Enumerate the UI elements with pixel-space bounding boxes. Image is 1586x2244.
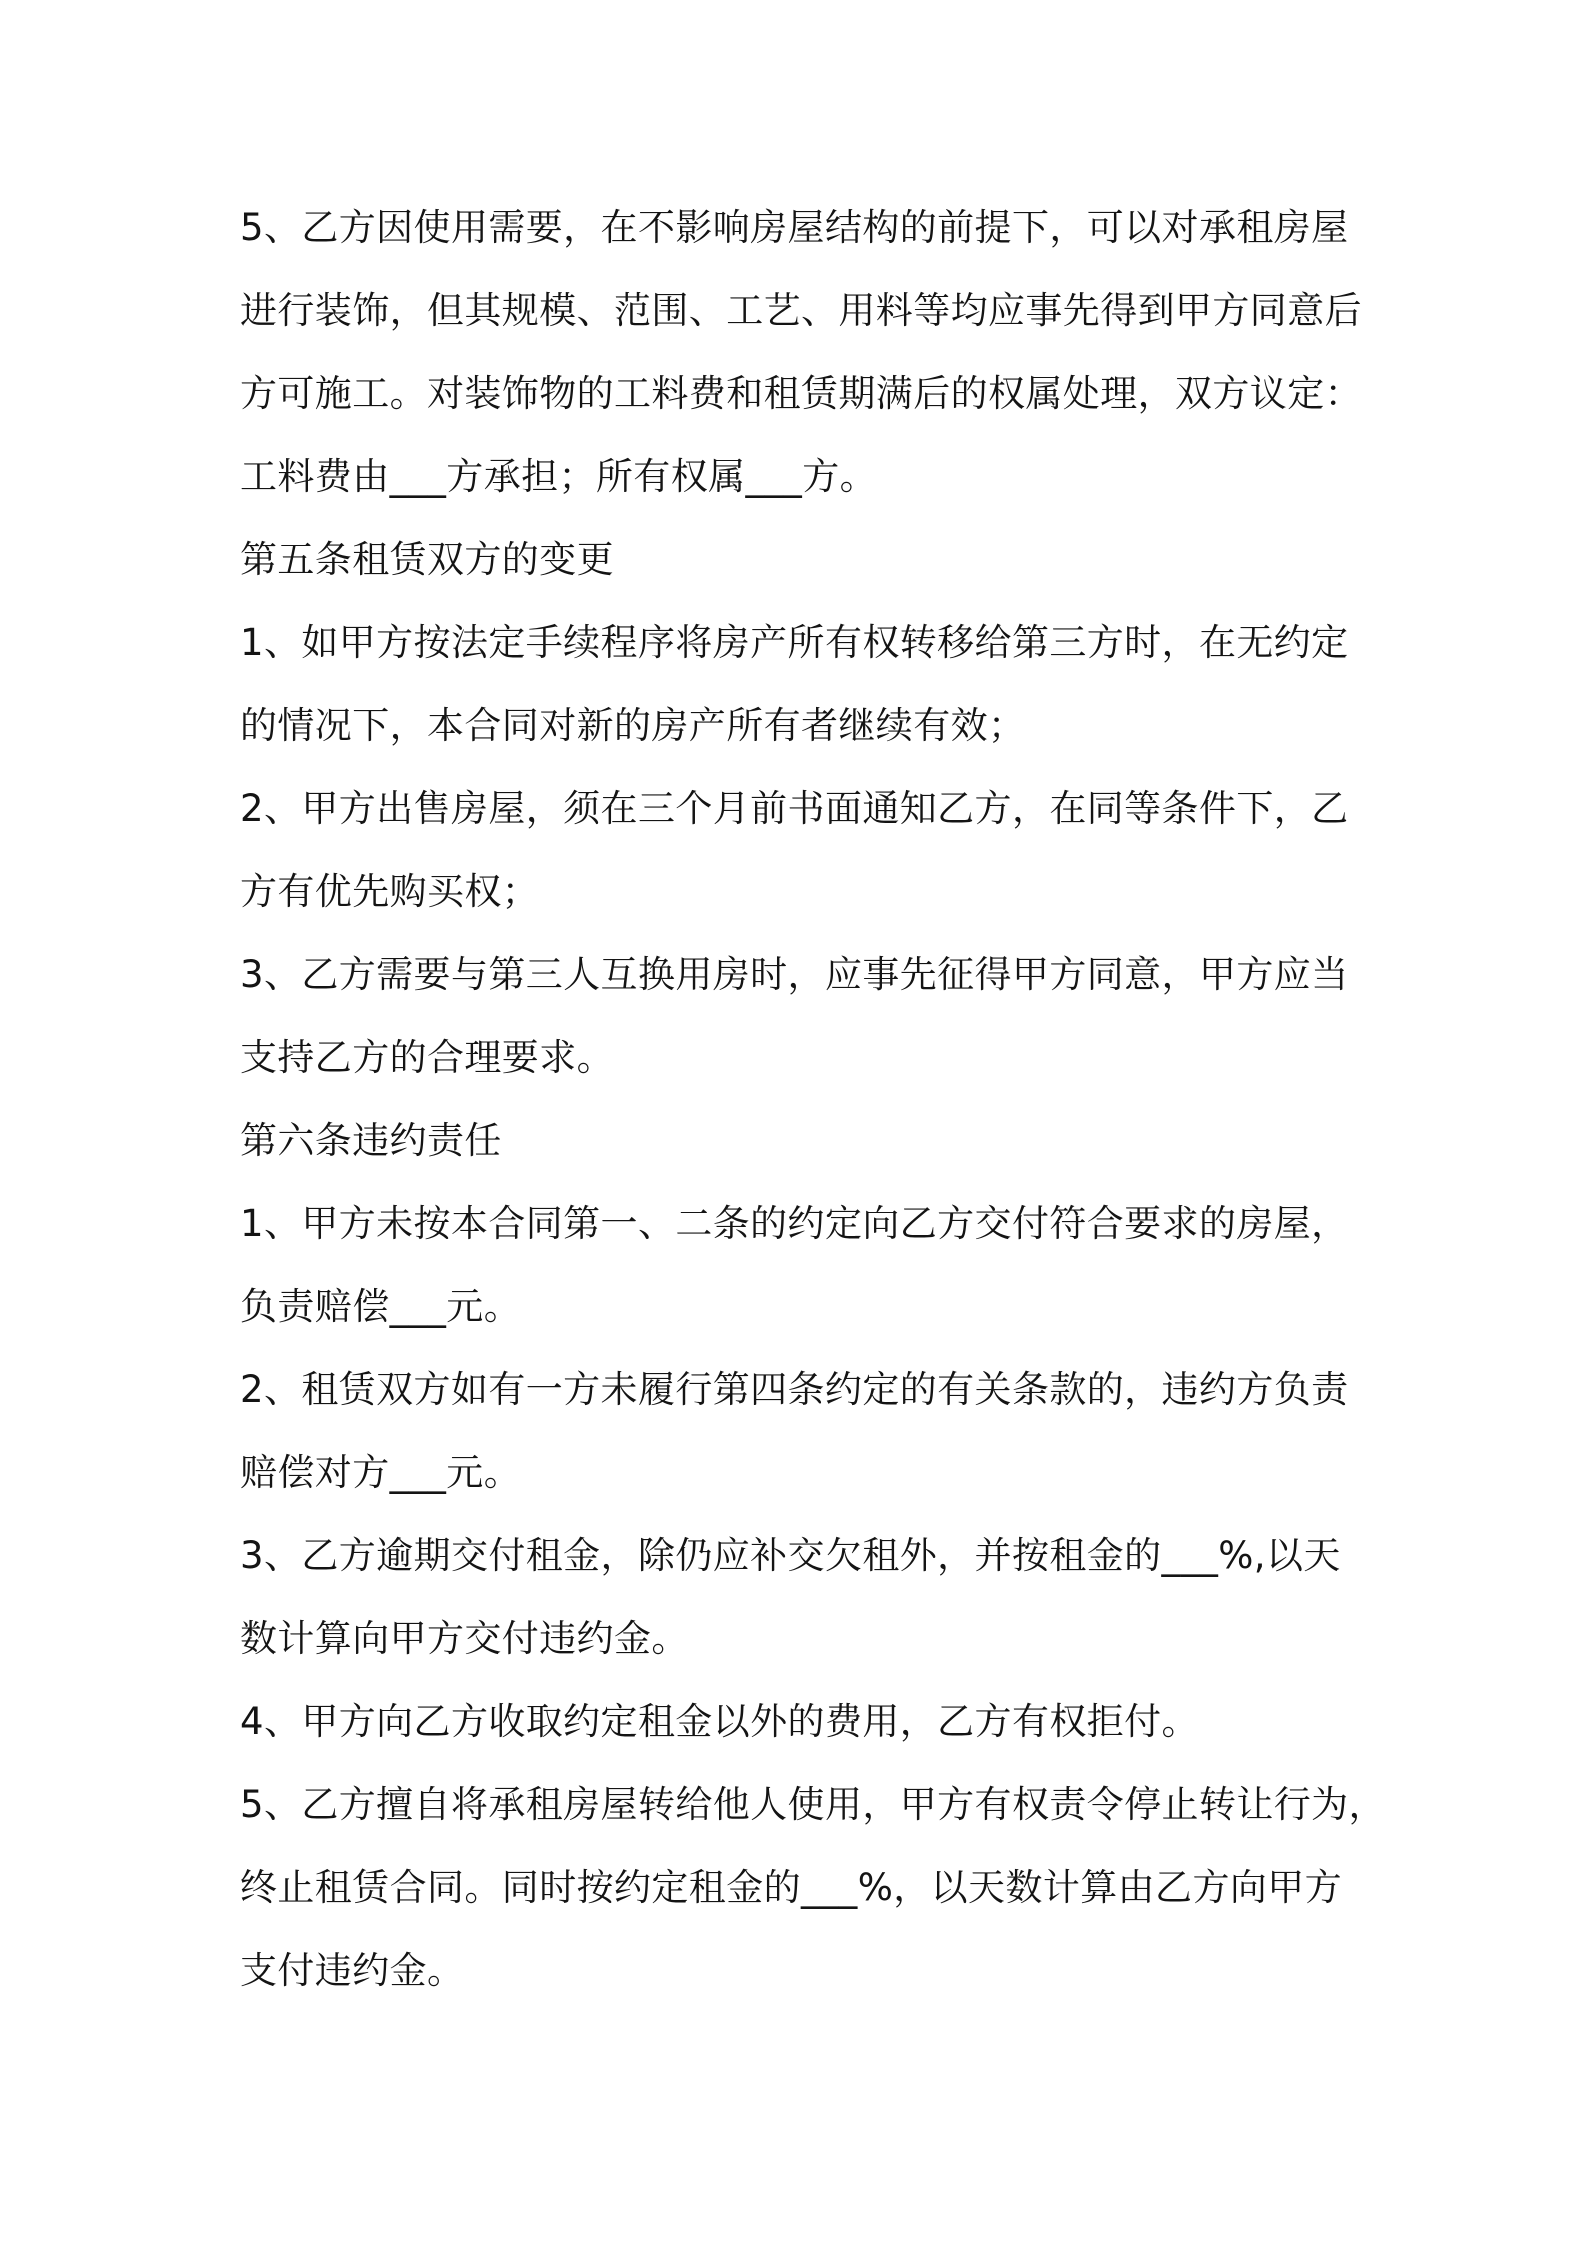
article-6-item-1-line-2: 负责赔偿___元。	[240, 1285, 522, 1328]
article-5-item-3-line-2: 支持乙方的合理要求。	[240, 1036, 614, 1079]
article-6-item-3-line-2: 数计算向甲方交付违约金。	[240, 1617, 689, 1660]
article-6-item-5-line-3: 支付违约金。	[240, 1949, 465, 1992]
clause-5-decoration-line-4: 工料费由___方承担；所有权属___方。	[240, 455, 877, 498]
clause-5-decoration-line-3: 方可施工。对装饰物的工料费和租赁期满后的权属处理，双方议定：	[240, 372, 1362, 415]
article-5-item-2-line-2: 方有优先购买权；	[240, 870, 540, 913]
article-6-item-1-line-1: 1、甲方未按本合同第一、二条的约定向乙方交付符合要求的房屋，	[240, 1202, 1349, 1245]
article-6-item-5-line-1: 5、乙方擅自将承租房屋转给他人使用，甲方有权责令停止转让行为，	[240, 1783, 1386, 1826]
article-6-item-5-line-2: 终止租赁合同。同时按约定租金的___%，以天数计算由乙方向甲方	[240, 1866, 1343, 1909]
article-6-item-3-line-1: 3、乙方逾期交付租金，除仍应补交欠租外，并按租金的___%,以天	[240, 1534, 1341, 1577]
article-6-heading: 第六条违约责任	[240, 1119, 502, 1162]
article-5-item-1-line-2: 的情况下，本合同对新的房产所有者继续有效；	[240, 704, 1026, 747]
article-6-item-4-line-1: 4、甲方向乙方收取约定租金以外的费用，乙方有权拒付。	[240, 1700, 1199, 1743]
article-6-item-2-line-2: 赔偿对方___元。	[240, 1451, 522, 1494]
article-5-item-1-line-1: 1、如甲方按法定手续程序将房产所有权转移给第三方时，在无约定	[240, 621, 1349, 664]
article-6-item-2-line-1: 2、租赁双方如有一方未履行第四条约定的有关条款的，违约方负责	[240, 1368, 1349, 1411]
document-page	[240, 0, 1386, 2244]
article-5-heading: 第五条租赁双方的变更	[240, 538, 614, 581]
article-5-item-2-line-1: 2、甲方出售房屋，须在三个月前书面通知乙方，在同等条件下，乙	[240, 787, 1349, 830]
clause-5-decoration-line-1: 5、乙方因使用需要，在不影响房屋结构的前提下，可以对承租房屋	[240, 206, 1349, 249]
clause-5-decoration-line-2: 进行装饰，但其规模、范围、工艺、用料等均应事先得到甲方同意后	[240, 289, 1362, 332]
article-5-item-3-line-1: 3、乙方需要与第三人互换用房时，应事先征得甲方同意，甲方应当	[240, 953, 1349, 996]
